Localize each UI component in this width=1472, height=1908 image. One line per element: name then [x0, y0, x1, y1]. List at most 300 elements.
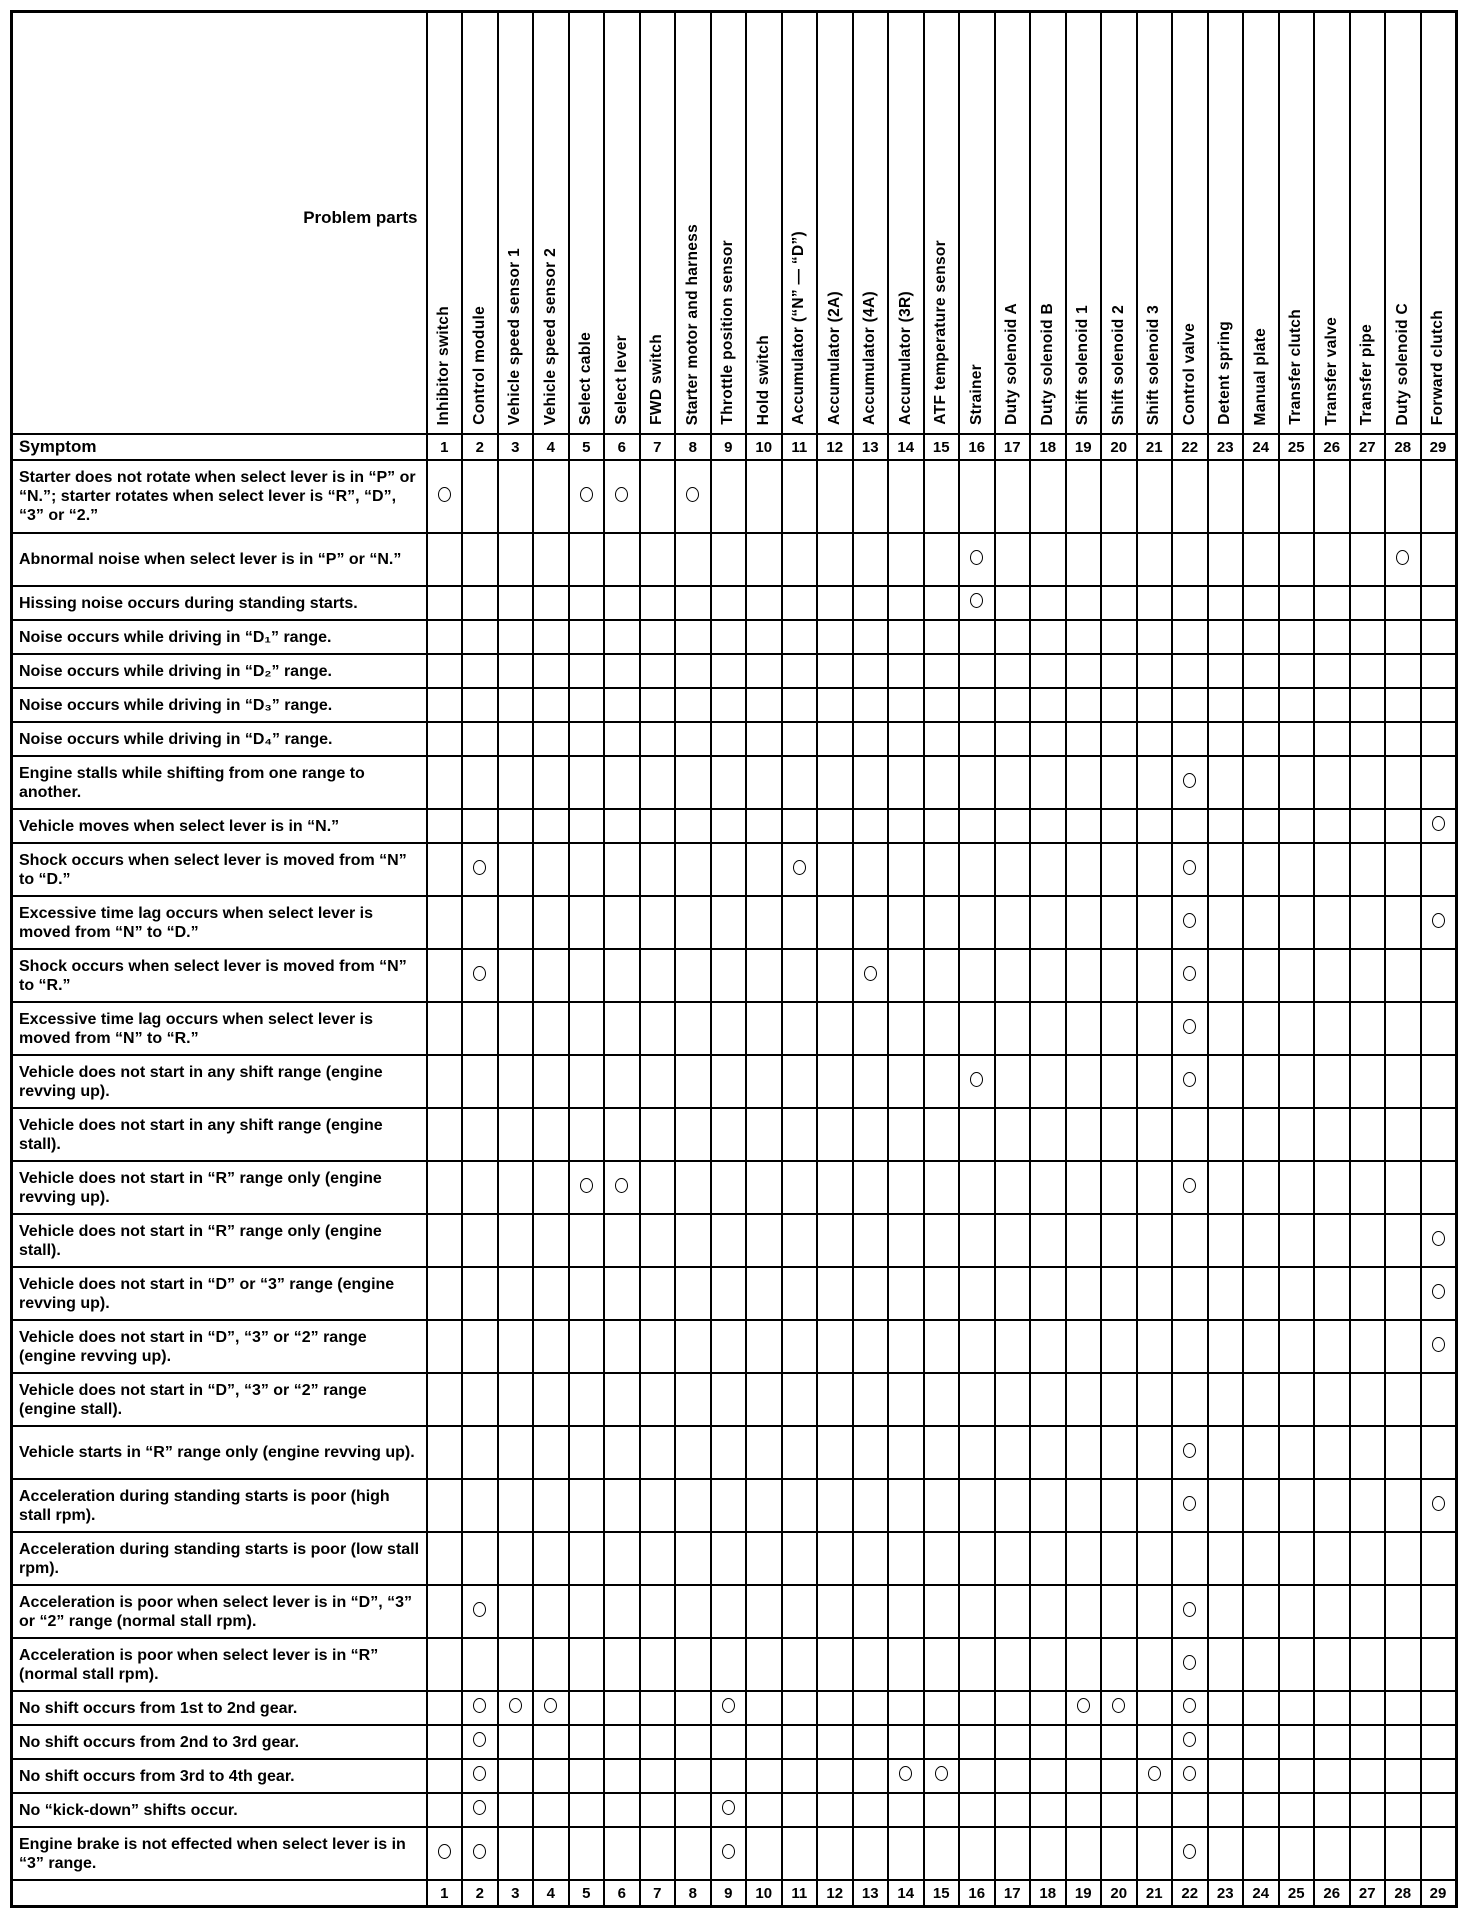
matrix-cell — [1172, 1373, 1208, 1426]
matrix-cell — [533, 949, 569, 1002]
matrix-cell — [498, 756, 534, 809]
matrix-cell — [817, 1161, 853, 1214]
matrix-cell — [995, 1373, 1031, 1426]
matrix-cell — [1172, 654, 1208, 688]
matrix-cell — [746, 1759, 782, 1793]
matrix-cell — [711, 1479, 747, 1532]
matrix-cell — [1421, 688, 1457, 722]
matrix-cell — [533, 688, 569, 722]
matrix-cell — [1137, 722, 1173, 756]
matrix-cell — [675, 1759, 711, 1793]
matrix-cell — [498, 722, 534, 756]
matrix-cell — [888, 1638, 924, 1691]
table-row — [12, 1638, 1457, 1691]
part-number: 26 — [1314, 1880, 1350, 1907]
matrix-cell — [1066, 1585, 1102, 1638]
matrix-cell — [746, 1725, 782, 1759]
part-number: 27 — [1350, 1880, 1386, 1907]
matrix-cell — [604, 533, 640, 586]
matrix-cell — [782, 1320, 818, 1373]
matrix-cell — [1314, 1055, 1350, 1108]
matrix-cell — [1421, 533, 1457, 586]
matrix-cell — [782, 1108, 818, 1161]
matrix-cell — [640, 722, 676, 756]
matrix-cell — [533, 809, 569, 843]
matrix-cell — [533, 586, 569, 620]
symptom-text: Vehicle does not start in any shift range (engine revving up). — [12, 1055, 427, 1108]
matrix-cell — [1137, 1373, 1173, 1426]
matrix-cell — [1208, 1214, 1244, 1267]
matrix-cell — [817, 1055, 853, 1108]
matrix-cell — [498, 1691, 534, 1725]
matrix-cell — [1172, 688, 1208, 722]
matrix-cell — [853, 1373, 889, 1426]
symptom-text: Acceleration during standing starts is poor (low stall rpm). — [12, 1532, 427, 1585]
matrix-cell — [1172, 1725, 1208, 1759]
matrix-cell — [817, 1479, 853, 1532]
matrix-cell — [427, 1161, 463, 1214]
matrix-cell — [1066, 620, 1102, 654]
matrix-cell — [1030, 809, 1066, 843]
matrix-cell — [959, 688, 995, 722]
matrix-cell — [959, 1585, 995, 1638]
matrix-cell — [888, 1214, 924, 1267]
matrix-cell — [1137, 1585, 1173, 1638]
matrix-cell — [746, 533, 782, 586]
matrix-cell — [1208, 620, 1244, 654]
part-number: 3 — [498, 1880, 534, 1907]
matrix-cell — [569, 533, 605, 586]
matrix-cell — [604, 1691, 640, 1725]
matrix-cell — [533, 460, 569, 533]
matrix-cell — [640, 896, 676, 949]
matrix-cell — [1137, 1725, 1173, 1759]
matrix-cell — [1350, 460, 1386, 533]
matrix-cell — [1101, 1161, 1137, 1214]
matrix-cell — [888, 1827, 924, 1880]
matrix-cell — [1030, 1108, 1066, 1161]
matrix-cell — [1385, 809, 1421, 843]
matrix-cell — [1279, 896, 1315, 949]
matrix-cell — [1172, 843, 1208, 896]
matrix-cell — [675, 896, 711, 949]
matrix-cell — [1279, 1638, 1315, 1691]
matrix-cell — [1421, 1638, 1457, 1691]
matrix-cell — [817, 1320, 853, 1373]
circle-mark-icon — [1112, 1698, 1125, 1713]
matrix-cell — [817, 654, 853, 688]
matrix-cell — [1208, 1759, 1244, 1793]
matrix-cell — [569, 1108, 605, 1161]
matrix-cell — [462, 1426, 498, 1479]
matrix-cell — [1314, 586, 1350, 620]
matrix-cell — [1030, 896, 1066, 949]
matrix-cell — [675, 1426, 711, 1479]
matrix-cell — [1314, 1267, 1350, 1320]
symptom-text: Vehicle does not start in “R” range only (engine stall). — [12, 1214, 427, 1267]
matrix-cell — [924, 1532, 960, 1585]
matrix-cell — [427, 1638, 463, 1691]
part-number: 10 — [746, 1880, 782, 1907]
matrix-cell — [959, 1108, 995, 1161]
table-row — [12, 1161, 1457, 1214]
matrix-cell — [888, 1532, 924, 1585]
matrix-cell — [924, 688, 960, 722]
matrix-cell — [924, 1161, 960, 1214]
matrix-cell — [569, 1267, 605, 1320]
matrix-cell — [1243, 756, 1279, 809]
circle-mark-icon — [1148, 1766, 1161, 1781]
part-header — [1172, 12, 1208, 435]
circle-mark-icon — [686, 487, 699, 502]
matrix-cell — [1208, 688, 1244, 722]
circle-mark-icon — [1077, 1698, 1090, 1713]
table-row — [12, 1532, 1457, 1585]
matrix-cell — [1279, 654, 1315, 688]
table-row — [12, 533, 1457, 586]
part-header — [462, 12, 498, 435]
matrix-cell — [1421, 1691, 1457, 1725]
part-number: 5 — [569, 434, 605, 460]
matrix-cell — [462, 1827, 498, 1880]
part-name: Detent spring — [1216, 321, 1234, 425]
matrix-cell — [675, 1214, 711, 1267]
matrix-cell — [711, 1585, 747, 1638]
matrix-cell — [1066, 843, 1102, 896]
table-row — [12, 586, 1457, 620]
matrix-cell — [853, 949, 889, 1002]
matrix-cell — [1137, 1479, 1173, 1532]
matrix-cell — [1350, 1267, 1386, 1320]
part-number: 12 — [817, 434, 853, 460]
symptom-text: Vehicle does not start in “D” or “3” range (engine revving up). — [12, 1267, 427, 1320]
circle-mark-icon — [580, 487, 593, 502]
part-name: FWD switch — [648, 334, 666, 425]
symptom-text: No “kick-down” shifts occur. — [12, 1793, 427, 1827]
matrix-cell — [1172, 1161, 1208, 1214]
matrix-cell — [1030, 949, 1066, 1002]
matrix-cell — [1279, 620, 1315, 654]
part-number: 14 — [888, 434, 924, 460]
table-row — [12, 1373, 1457, 1426]
matrix-cell — [817, 722, 853, 756]
part-name: Shift solenoid 2 — [1109, 304, 1127, 425]
matrix-cell — [1350, 1214, 1386, 1267]
matrix-cell — [1421, 1373, 1457, 1426]
matrix-cell — [817, 1373, 853, 1426]
part-name: Accumulator (2A) — [825, 291, 843, 425]
matrix-cell — [995, 1691, 1031, 1725]
matrix-cell — [1385, 1638, 1421, 1691]
matrix-cell — [1243, 1161, 1279, 1214]
matrix-cell — [1066, 1759, 1102, 1793]
problem-parts-header-row — [12, 12, 1457, 435]
matrix-cell — [533, 1827, 569, 1880]
matrix-cell — [1208, 949, 1244, 1002]
matrix-cell — [995, 756, 1031, 809]
matrix-cell — [533, 896, 569, 949]
matrix-cell — [533, 620, 569, 654]
matrix-cell — [1208, 896, 1244, 949]
matrix-cell — [604, 1827, 640, 1880]
part-number: 14 — [888, 1880, 924, 1907]
part-number: 23 — [1208, 1880, 1244, 1907]
matrix-cell — [1101, 654, 1137, 688]
symptom-text: Vehicle moves when select lever is in “N.” — [12, 809, 427, 843]
matrix-cell — [498, 460, 534, 533]
matrix-cell — [959, 620, 995, 654]
matrix-cell — [746, 620, 782, 654]
matrix-cell — [1172, 949, 1208, 1002]
matrix-cell — [1350, 809, 1386, 843]
matrix-cell — [995, 949, 1031, 1002]
matrix-cell — [604, 654, 640, 688]
matrix-cell — [1279, 1002, 1315, 1055]
matrix-cell — [1350, 896, 1386, 949]
matrix-cell — [1030, 654, 1066, 688]
symptom-text: Acceleration during standing starts is poor (high stall rpm). — [12, 1479, 427, 1532]
matrix-cell — [1314, 1373, 1350, 1426]
matrix-cell — [569, 1214, 605, 1267]
matrix-cell — [959, 1214, 995, 1267]
matrix-cell — [569, 1532, 605, 1585]
matrix-cell — [604, 1320, 640, 1373]
matrix-cell — [1350, 1793, 1386, 1827]
troubleshooting-matrix — [10, 10, 1458, 1908]
matrix-cell — [533, 1638, 569, 1691]
matrix-cell — [1279, 1055, 1315, 1108]
matrix-cell — [1421, 1108, 1457, 1161]
matrix-cell — [1279, 756, 1315, 809]
matrix-cell — [817, 756, 853, 809]
matrix-cell — [1208, 1373, 1244, 1426]
matrix-cell — [711, 586, 747, 620]
matrix-cell — [462, 1002, 498, 1055]
matrix-cell — [462, 460, 498, 533]
matrix-cell — [782, 1532, 818, 1585]
matrix-cell — [640, 1426, 676, 1479]
matrix-cell — [711, 1691, 747, 1725]
matrix-cell — [1101, 722, 1137, 756]
matrix-cell — [1385, 1725, 1421, 1759]
matrix-cell — [995, 1585, 1031, 1638]
matrix-cell — [1208, 1691, 1244, 1725]
matrix-cell — [427, 1108, 463, 1161]
matrix-cell — [604, 688, 640, 722]
matrix-cell — [427, 1267, 463, 1320]
matrix-cell — [888, 1267, 924, 1320]
matrix-cell — [640, 1479, 676, 1532]
matrix-cell — [924, 722, 960, 756]
matrix-cell — [853, 896, 889, 949]
matrix-cell — [888, 533, 924, 586]
matrix-cell — [782, 1479, 818, 1532]
matrix-cell — [1243, 1320, 1279, 1373]
matrix-cell — [533, 1320, 569, 1373]
table-row — [12, 1267, 1457, 1320]
matrix-cell — [959, 949, 995, 1002]
matrix-cell — [1385, 843, 1421, 896]
matrix-cell — [1101, 1532, 1137, 1585]
matrix-cell — [1350, 1691, 1386, 1725]
matrix-cell — [888, 620, 924, 654]
matrix-cell — [1101, 1759, 1137, 1793]
matrix-cell — [1172, 1267, 1208, 1320]
part-number: 3 — [498, 434, 534, 460]
matrix-cell — [462, 1373, 498, 1426]
matrix-cell — [1137, 460, 1173, 533]
matrix-cell — [959, 1002, 995, 1055]
matrix-cell — [462, 1532, 498, 1585]
symptom-text: Noise occurs while driving in “D₄” range. — [12, 722, 427, 756]
matrix-cell — [817, 688, 853, 722]
matrix-cell — [817, 1793, 853, 1827]
circle-mark-icon — [473, 966, 486, 981]
matrix-cell — [427, 1002, 463, 1055]
part-name: Shift solenoid 1 — [1074, 304, 1092, 425]
part-header — [569, 12, 605, 435]
symptom-text: No shift occurs from 3rd to 4th gear. — [12, 1759, 427, 1793]
matrix-cell — [1243, 1793, 1279, 1827]
circle-mark-icon — [1183, 1766, 1196, 1781]
matrix-cell — [1137, 896, 1173, 949]
circle-mark-icon — [1183, 773, 1196, 788]
matrix-cell — [1243, 1827, 1279, 1880]
matrix-cell — [888, 949, 924, 1002]
matrix-cell — [1385, 1532, 1421, 1585]
matrix-cell — [1314, 1108, 1350, 1161]
matrix-cell — [1314, 843, 1350, 896]
matrix-cell — [498, 896, 534, 949]
part-header — [1385, 12, 1421, 435]
matrix-cell — [462, 1214, 498, 1267]
matrix-cell — [604, 1161, 640, 1214]
matrix-cell — [1137, 1267, 1173, 1320]
matrix-cell — [995, 1267, 1031, 1320]
matrix-cell — [498, 1267, 534, 1320]
part-header — [1208, 12, 1244, 435]
matrix-cell — [888, 722, 924, 756]
matrix-cell — [675, 586, 711, 620]
matrix-cell — [1101, 1002, 1137, 1055]
matrix-cell — [498, 1373, 534, 1426]
matrix-cell — [1030, 533, 1066, 586]
matrix-cell — [924, 1267, 960, 1320]
matrix-cell — [888, 1108, 924, 1161]
matrix-cell — [782, 1638, 818, 1691]
matrix-cell — [746, 896, 782, 949]
matrix-cell — [1243, 1479, 1279, 1532]
matrix-cell — [995, 533, 1031, 586]
matrix-cell — [711, 1055, 747, 1108]
matrix-cell — [1101, 1725, 1137, 1759]
matrix-cell — [1279, 722, 1315, 756]
matrix-cell — [1137, 843, 1173, 896]
matrix-cell — [888, 1373, 924, 1426]
matrix-cell — [640, 620, 676, 654]
table-row — [12, 654, 1457, 688]
matrix-cell — [640, 1827, 676, 1880]
matrix-cell — [462, 1320, 498, 1373]
matrix-cell — [1066, 533, 1102, 586]
matrix-cell — [924, 1725, 960, 1759]
matrix-cell — [1030, 620, 1066, 654]
part-number: 25 — [1279, 434, 1315, 460]
part-header — [959, 12, 995, 435]
matrix-cell — [924, 1479, 960, 1532]
matrix-cell — [959, 809, 995, 843]
circle-mark-icon — [473, 860, 486, 875]
matrix-cell — [533, 1691, 569, 1725]
matrix-cell — [604, 1759, 640, 1793]
matrix-cell — [569, 1638, 605, 1691]
matrix-cell — [924, 533, 960, 586]
table-row — [12, 1479, 1457, 1532]
table-row — [12, 1214, 1457, 1267]
matrix-cell — [924, 1585, 960, 1638]
part-number: 20 — [1101, 434, 1137, 460]
matrix-cell — [995, 654, 1031, 688]
matrix-cell — [1066, 1002, 1102, 1055]
matrix-cell — [462, 620, 498, 654]
matrix-cell — [888, 1759, 924, 1793]
symptom-text: Acceleration is poor when select lever is in “D”, “3” or “2” range (normal stall rpm). — [12, 1585, 427, 1638]
matrix-cell — [1314, 1759, 1350, 1793]
matrix-cell — [959, 1267, 995, 1320]
matrix-cell — [853, 688, 889, 722]
circle-mark-icon — [615, 487, 628, 502]
matrix-cell — [1101, 1827, 1137, 1880]
matrix-cell — [640, 1161, 676, 1214]
matrix-cell — [1066, 654, 1102, 688]
symptom-text: Vehicle does not start in any shift range (engine stall). — [12, 1108, 427, 1161]
matrix-cell — [498, 949, 534, 1002]
matrix-cell — [924, 1055, 960, 1108]
matrix-cell — [1030, 1759, 1066, 1793]
matrix-cell — [427, 1725, 463, 1759]
matrix-cell — [1314, 949, 1350, 1002]
matrix-cell — [1172, 1691, 1208, 1725]
matrix-cell — [1030, 1638, 1066, 1691]
part-number: 15 — [924, 434, 960, 460]
matrix-cell — [569, 1691, 605, 1725]
circle-mark-icon — [1432, 1496, 1445, 1511]
matrix-cell — [1350, 1759, 1386, 1793]
part-name: Duty solenoid A — [1003, 303, 1021, 425]
part-number: 8 — [675, 1880, 711, 1907]
matrix-cell — [569, 1161, 605, 1214]
table-row — [12, 688, 1457, 722]
matrix-cell — [569, 756, 605, 809]
matrix-cell — [746, 460, 782, 533]
matrix-cell — [533, 756, 569, 809]
matrix-cell — [888, 1793, 924, 1827]
matrix-cell — [675, 533, 711, 586]
matrix-cell — [533, 1479, 569, 1532]
matrix-cell — [1350, 1108, 1386, 1161]
matrix-cell — [569, 896, 605, 949]
matrix-cell — [1066, 1691, 1102, 1725]
matrix-cell — [675, 949, 711, 1002]
part-number: 17 — [995, 1880, 1031, 1907]
matrix-cell — [995, 1214, 1031, 1267]
matrix-cell — [959, 1479, 995, 1532]
matrix-cell — [604, 1002, 640, 1055]
matrix-cell — [959, 1320, 995, 1373]
matrix-cell — [569, 1373, 605, 1426]
matrix-cell — [782, 1691, 818, 1725]
matrix-cell — [1243, 1108, 1279, 1161]
